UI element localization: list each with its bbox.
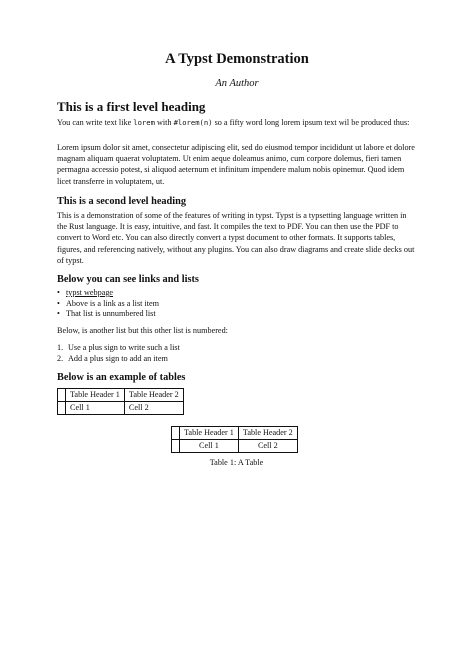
list-item xyxy=(57,309,417,320)
tables-heading: Below is an example of tables xyxy=(57,372,186,383)
table-cell: Cell 2 xyxy=(238,440,297,453)
numbered-list xyxy=(57,343,417,364)
first-level-heading: This is a first level heading xyxy=(57,99,206,114)
table-row xyxy=(58,402,184,415)
table-empty-cell xyxy=(58,389,66,402)
bullet-marker: • xyxy=(57,298,60,308)
table-cell: Cell 1 xyxy=(180,440,239,453)
intro-text-middle: with xyxy=(154,118,174,127)
document-author: An Author xyxy=(215,78,259,89)
bullet-list xyxy=(57,288,417,320)
inline-code-lorem: lorem xyxy=(133,118,155,127)
list-item-text: That list is unnumbered list xyxy=(66,309,156,319)
list-number: 1. xyxy=(57,343,64,352)
numbered-item-text: Use a plus sign to write such a list xyxy=(68,343,180,352)
numbered-list-item xyxy=(57,343,417,354)
table-header-cell: Table Header 1 xyxy=(66,389,125,402)
list-number: 2. xyxy=(57,353,64,363)
first-table xyxy=(57,388,184,415)
table-cell: Cell 2 xyxy=(124,402,183,415)
document-title: A Typst Demonstration xyxy=(165,51,309,67)
table-header-cell: Table Header 2 xyxy=(124,389,183,402)
table-row xyxy=(58,389,184,402)
lorem-paragraph: Lorem ipsum dolor sit amet, consectetur adipiscing elit, sed do eiusmod tempor incididunt ut labore et dolore magnam aliquam quaerat voluptatem. Ut enim aeque doleamus animo, cum corpore dolemus, fieri tamen permagna accessio potest, si aliquod aeternum et infinitum impendere malum nobis opinemur. Quod idem licet transferre in voluptatem, ut. xyxy=(57,143,415,186)
bullet-marker: • xyxy=(57,309,60,319)
table-header-cell: Table Header 2 xyxy=(238,427,297,440)
numbered-list-item xyxy=(57,354,417,365)
numbered-item-text: Add a plus sign to add an item xyxy=(68,353,168,363)
table-empty-cell xyxy=(172,440,180,453)
table-header-cell: Table Header 1 xyxy=(180,427,239,440)
typst-description-paragraph: This is a demonstration of some of the features of writing in typst. Typst is a typsetting language written in the Rust language. It is easy, intuitive, and fast. It compiles the text to PDF. You can then use the PDF to convert to Word etc. You can also directly convert a typst document to other formats. It supports tables, figures, and referencing natively, without any plugins. You can also draw diagrams and create slide decks out of typst. xyxy=(57,211,415,265)
numbered-intro-text: Below, is another list but this other list is numbered: xyxy=(57,326,228,335)
table-empty-cell xyxy=(58,402,66,415)
typst-webpage-link[interactable]: typst webpage xyxy=(66,288,114,297)
table-caption: Table 1: A Table xyxy=(209,458,264,467)
second-level-heading: This is a second level heading xyxy=(57,196,187,207)
intro-text-end: so a fifty word long lorem ipsum text wil be produced thus: xyxy=(212,118,410,127)
intro-paragraph xyxy=(57,117,417,128)
table-row xyxy=(172,440,298,453)
list-item-text: Above is a link as a list item xyxy=(66,298,160,308)
bullet-marker: • xyxy=(57,288,60,297)
table-row xyxy=(172,427,298,440)
table-cell: Cell 1 xyxy=(66,402,125,415)
table-empty-cell xyxy=(172,427,180,440)
intro-text-start: You can write text like xyxy=(57,118,134,127)
list-item xyxy=(57,288,417,299)
inline-code-lorem-n: #lorem(n) xyxy=(173,118,213,127)
second-table xyxy=(171,426,298,453)
links-lists-heading: Below you can see links and lists xyxy=(57,274,199,285)
list-item xyxy=(57,299,417,310)
